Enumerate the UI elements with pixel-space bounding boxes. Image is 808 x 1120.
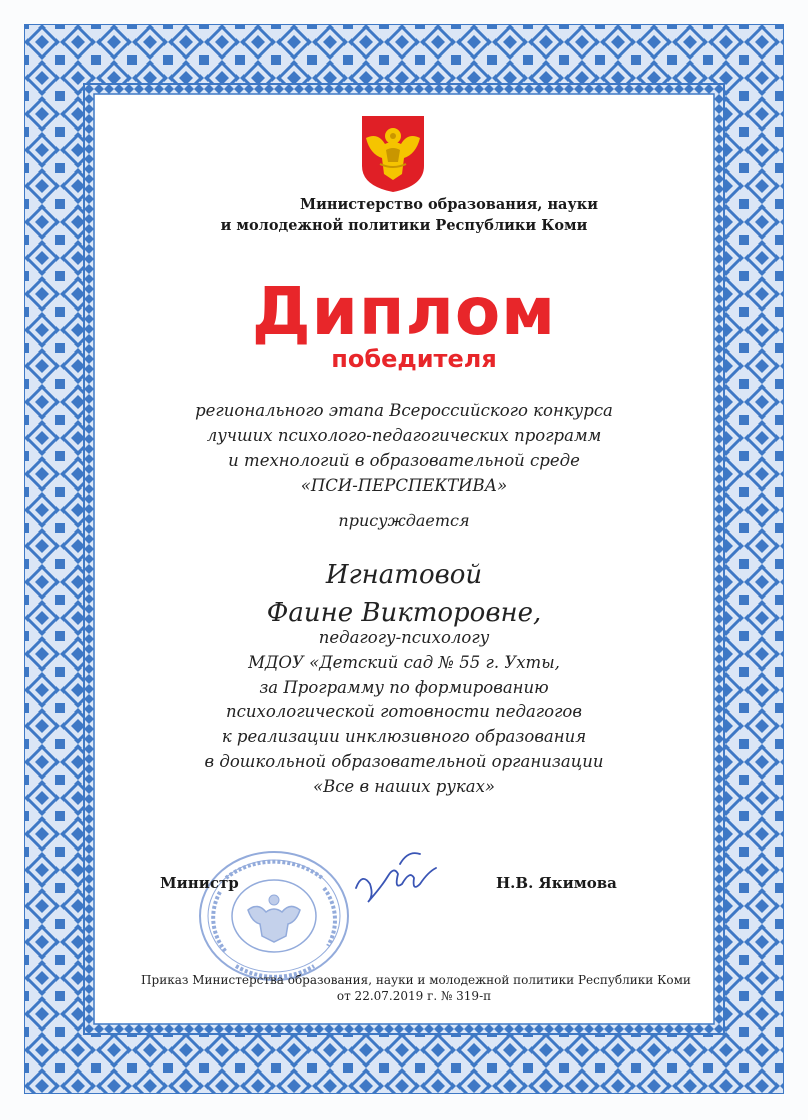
diploma-title: Диплом — [251, 273, 557, 350]
ministry-line-2: и молодежной политики Республики Коми — [220, 217, 588, 234]
coat-of-arms-icon — [360, 114, 426, 194]
signature-row — [0, 874, 808, 898]
contest-line-1: регионального этапа Всероссийского конкурса — [195, 401, 613, 420]
contest-line-4: «ПСИ-ПЕРСПЕКТИВА» — [300, 476, 508, 495]
recipient-surname: Игнатовой — [325, 560, 483, 590]
contest-line-3: и технологий в образовательной среде — [228, 451, 580, 470]
order-reference-line-1: Приказ Министерства образования, науки и молодежной политики Республики Коми — [141, 973, 691, 987]
contest-description — [0, 398, 808, 498]
signatory-name: Н.В. Якимова — [496, 874, 617, 892]
award-reason-line-3: к реализации инклюзивного образования — [221, 727, 587, 747]
diploma-subtitle: победителя — [331, 345, 497, 373]
award-reason-line-4: в дошкольной образовательной организации — [204, 751, 604, 771]
recipient-position: педагогу-психологу — [318, 628, 490, 647]
contest-line-2: лучших психолого-педагогических программ — [206, 426, 602, 445]
recipient-name — [0, 556, 808, 632]
ministry-name — [0, 194, 808, 236]
recipient-first-names: Фаине Викторовне, — [266, 598, 542, 628]
order-reference-line-2: от 22.07.2019 г. № 319-п — [336, 989, 492, 1003]
signatory-role: Министр — [160, 874, 239, 892]
recipient-organization: МДОУ «Детский сад № 55 г. Ухты, — [248, 652, 560, 672]
award-reason-line-2: психологической готовности педагогов — [226, 702, 582, 722]
official-stamp-icon — [196, 848, 352, 984]
award-reason-line-1: за Программу по формированию — [259, 677, 549, 697]
order-reference — [0, 972, 808, 1004]
program-name: «Все в наших руках» — [312, 776, 496, 796]
award-details — [0, 626, 808, 800]
ministry-line-1: Министерство образования, науки — [300, 196, 598, 213]
awarded-label: присуждается — [338, 511, 470, 530]
